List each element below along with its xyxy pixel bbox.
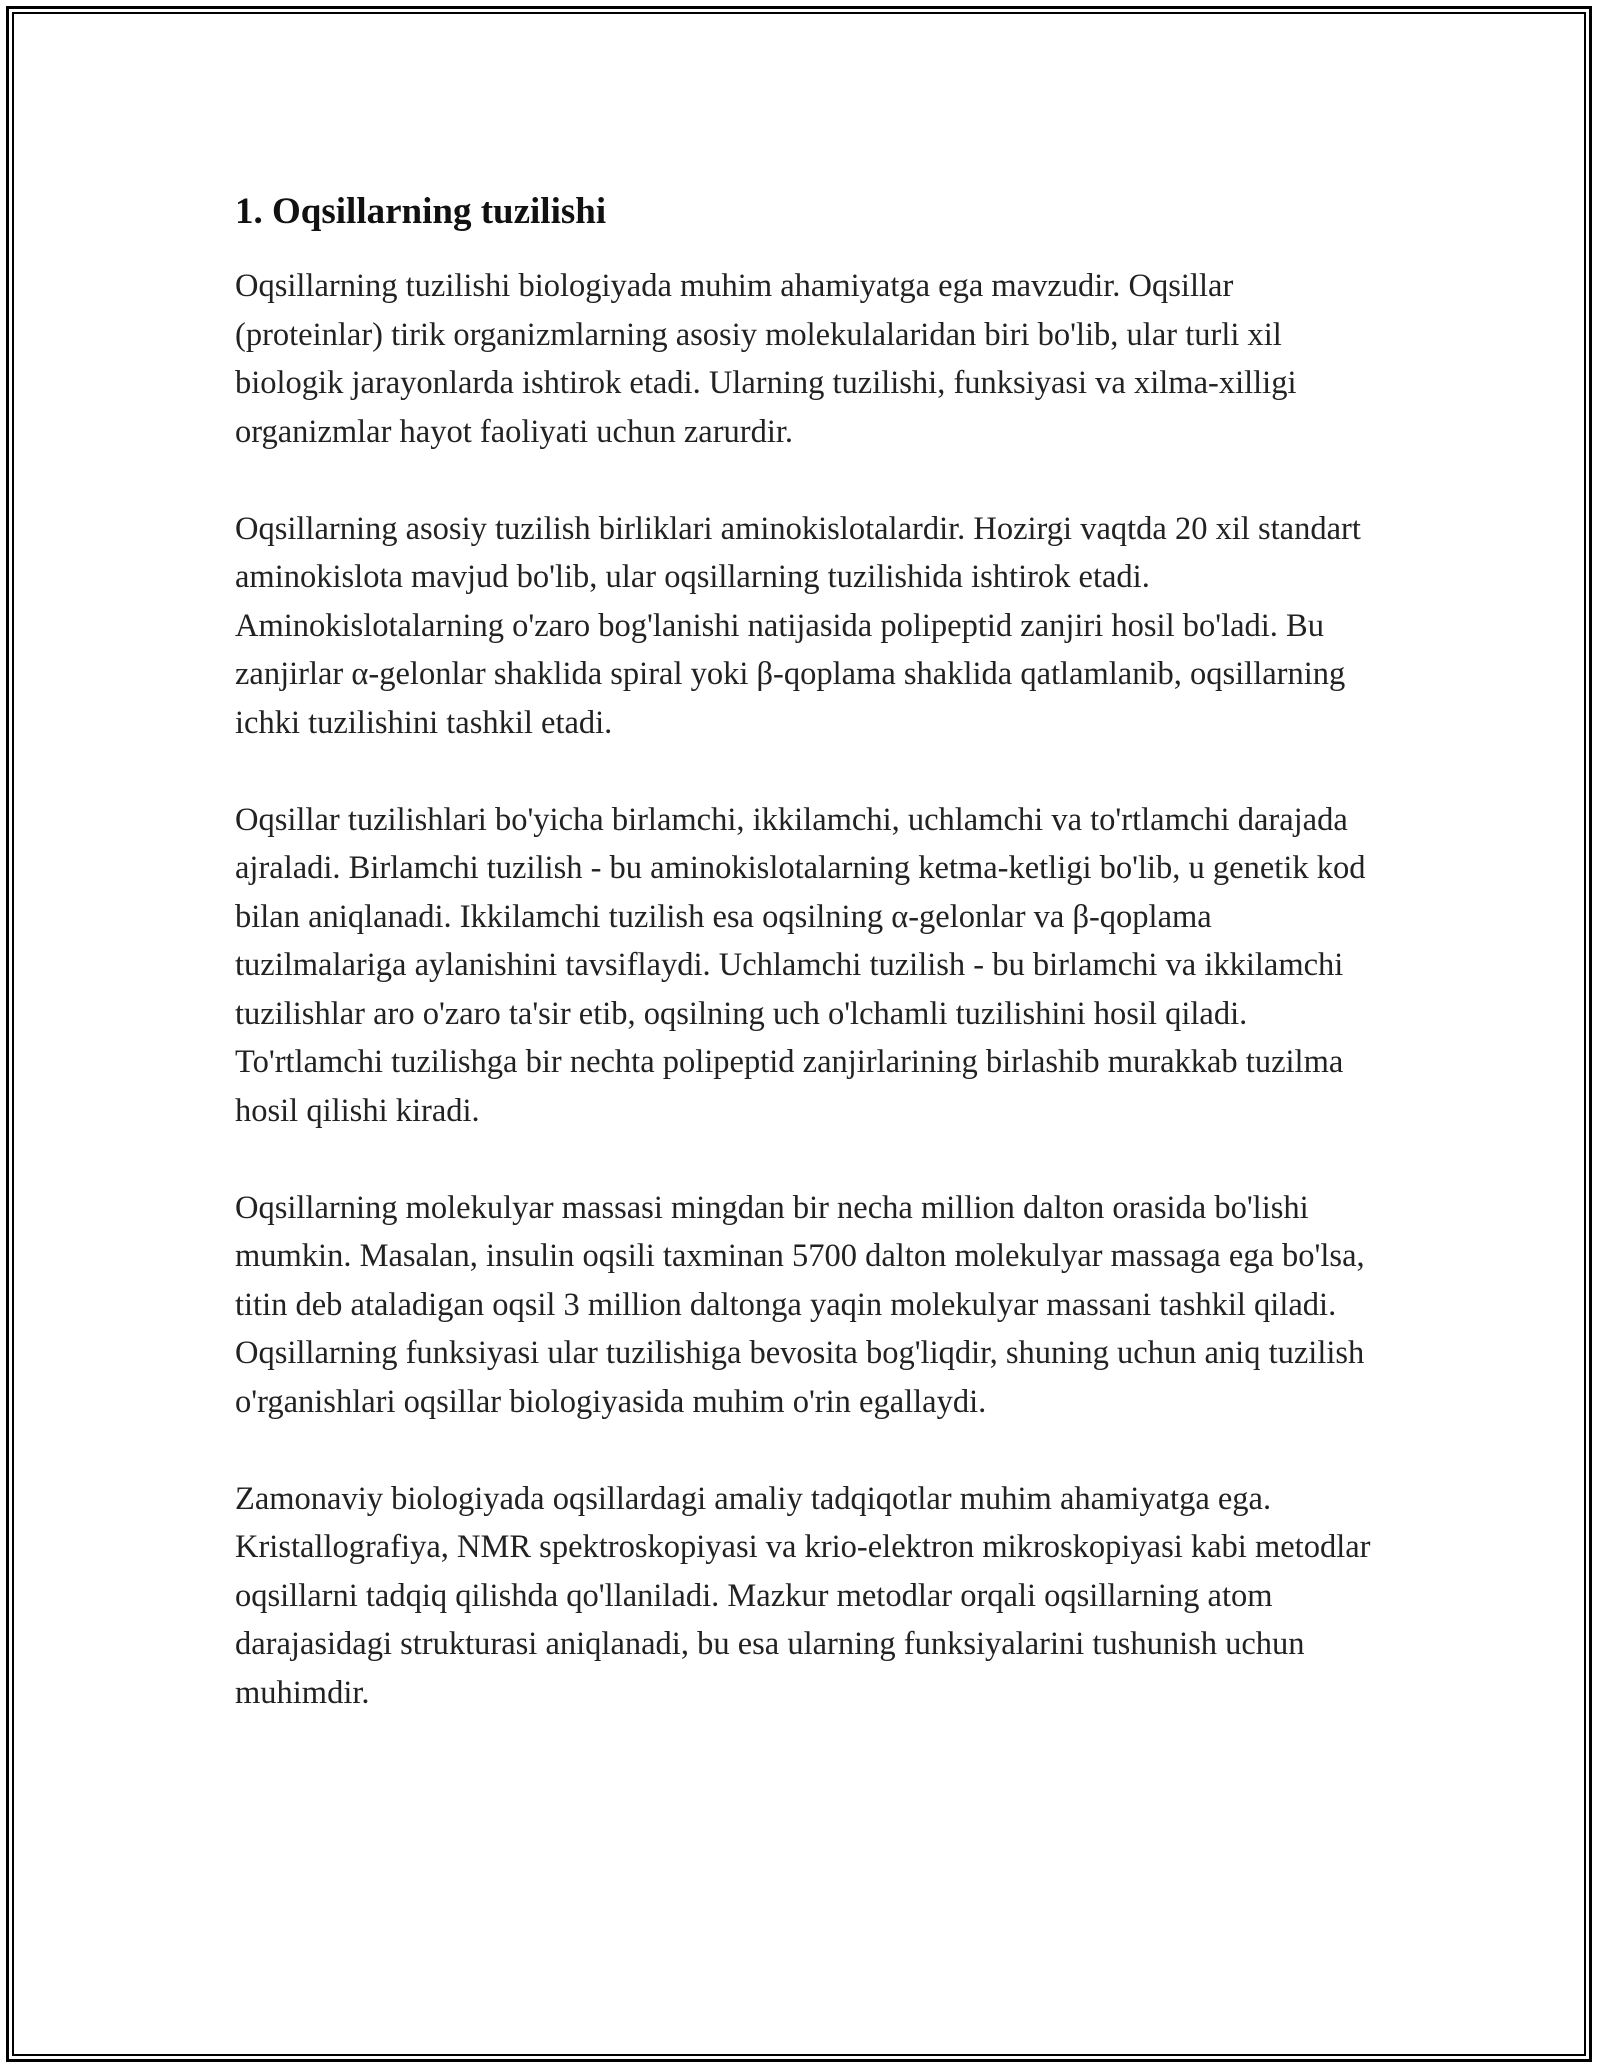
paragraph-intro: Oqsillarning tuzilishi biologiyada muhim ahamiyatga ega mavzudir. Oqsillar (proteinlar) tirik organizmlarning asosiy molekulalaridan biri bo'lib, ular turli xil biologik jarayonlarda ishtirok etadi. Ularning tuzilishi, funksiyasi va xilma-xilligi organizmlar hayot faoliyati uchun zarurdir. [235, 268, 1297, 450]
section-heading: 1. Oqsillarning tuzilishi [235, 191, 607, 232]
paragraph-structure-levels: Oqsillar tuzilishlari bo'yicha birlamchi, ikkilamchi, uchlamchi va to'rtlamchi darajada ajraladi. Birlamchi tuzilish - bu aminokislotalarning ketma-ketligi bo'lib, u genetik kod bilan aniqlanadi. Ikkilamchi tuzilish esa oqsilning α-gelonlar va β-qoplama tuzilmalariga aylanishini tavsiflaydi. Uchlamchi tuzilish - bu birlamchi va ikkilamchi tuzilishlar aro o'zaro ta'sir etib, oqsilning uch o'lchamli tuzilishini hosil qiladi. To'rtlamchi tuzilishga bir nechta polipeptid zanjirlarining birlashib murakkab tuzilma hosil qilishi kiradi. [235, 801, 1366, 1129]
document-body [235, 186, 1375, 1766]
paragraph-molecular-mass: Oqsillarning molekulyar massasi mingdan bir necha million dalton orasida bo'lishi mumkin. Masalan, insulin oqsili taxminan 5700 dalton molekulyar massaga ega bo'lsa, titin deb ataladigan oqsil 3 million daltonga yaqin molekulyar massani tashkil qiladi. Oqsillarning funksiyasi ular tuzilishiga bevosita bog'liqdir, shuning uchun aniq tuzilish o'rganishlari oqsillar biologiyasida muhim o'rin egallaydi. [235, 1189, 1365, 1420]
paragraph-amino-acids: Oqsillarning asosiy tuzilish birliklari aminokislotalardir. Hozirgi vaqtda 20 xil standart aminokislota mavjud bo'lib, ular oqsillarning tuzilishida ishtirok etadi. Aminokislotalarning o'zaro bog'lanishi natijasida polipeptid zanjiri hosil bo'ladi. Bu zanjirlar α-gelonlar shaklida spiral yoki β-qoplama shaklida qatlamlanib, oqsillarning ichki tuzilishini tashkil etadi. [235, 510, 1361, 741]
paragraph-modern-research: Zamonaviy biologiyada oqsillardagi amaliy tadqiqotlar muhim ahamiyatga ega. Kristallografiya, NMR spektroskopiyasi va krio-elektron mikroskopiyasi kabi metodlar oqsillarni tadqiq qilishda qo'llaniladi. Mazkur metodlar orqali oqsillarning atom darajasidagi strukturasi aniqlanadi, bu esa ularning funksiyalarini tushunish uchun muhimdir. [235, 1480, 1371, 1711]
